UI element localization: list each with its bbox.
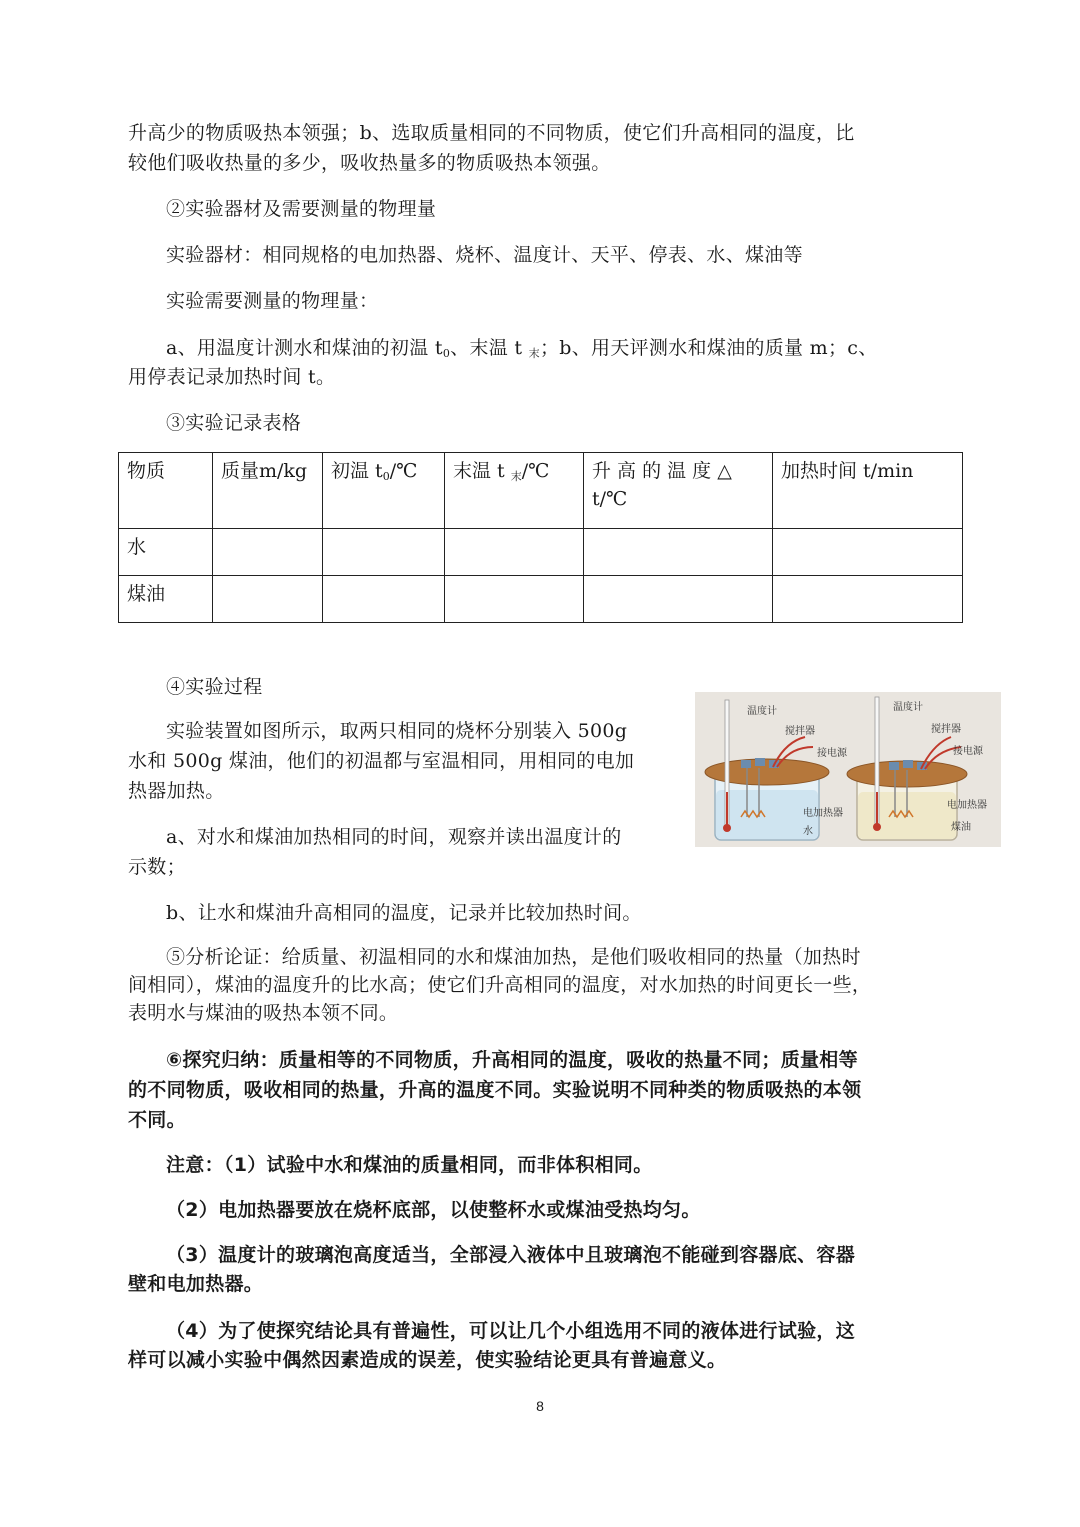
analysis-line-1: ⑤分析论证：给质量、初温相同的水和煤油加热，是他们吸收相同的热量（加热时 bbox=[166, 946, 861, 968]
header-rise-line-1: 升 高 的 温 度 △ bbox=[592, 460, 732, 482]
analysis-line-2: 间相同），煤油的温度升的比水高；使它们升高相同的温度，对水加热的时间更长一些， bbox=[128, 974, 872, 996]
section3-heading: ③实验记录表格 bbox=[166, 412, 302, 434]
record-table bbox=[118, 452, 963, 623]
header-mass: 质量m/kg bbox=[213, 453, 323, 529]
header-heating-time: 加热时间 t/min bbox=[773, 453, 963, 529]
label-right-thermometer: 温度计 bbox=[893, 702, 923, 713]
row-label-water: 水 bbox=[119, 529, 213, 576]
table-cell bbox=[773, 576, 963, 623]
header-initial-unit: /℃ bbox=[389, 460, 418, 482]
row-label-kerosene: 煤油 bbox=[119, 576, 213, 623]
measure-text-a1: a、用温度计测水和煤油的初温 t bbox=[166, 337, 443, 359]
header-rise-line-2: t/℃ bbox=[592, 488, 628, 510]
section4-heading: ④实验过程 bbox=[166, 676, 263, 698]
header-initial-sub: 0 bbox=[382, 470, 390, 483]
label-right-heater: 电加热器 bbox=[947, 800, 987, 811]
header-final-temp bbox=[445, 453, 584, 529]
conclusion-line-3: 不同。 bbox=[128, 1109, 186, 1131]
note-4-line-2: 样可以减小实验中偶然因素造成的误差，使实验结论更具有普遍意义。 bbox=[128, 1349, 727, 1371]
label-left-heater: 电加热器 bbox=[803, 808, 843, 819]
left-beaker bbox=[705, 700, 829, 840]
measure-line-2: 用停表记录加热时间 t。 bbox=[128, 366, 336, 388]
label-left-power: 接电源 bbox=[817, 748, 847, 759]
process-line-2: 水和 500g 煤油，他们的初温都与室温相同，用相同的电加 bbox=[128, 750, 635, 772]
label-left-liquid: 水 bbox=[803, 826, 813, 837]
conclusion-line-2: 的不同物质，吸收相同的热量，升高的温度不同。实验说明不同种类的物质吸热的本领 bbox=[128, 1079, 862, 1101]
note-4-line-1: （4）为了使探究结论具有普遍性，可以让几个小组选用不同的液体进行试验，这 bbox=[166, 1320, 856, 1342]
label-right-stirrer: 搅拌器 bbox=[931, 724, 961, 735]
process-line-3: 热器加热。 bbox=[128, 780, 225, 802]
header-temp-rise bbox=[584, 453, 773, 529]
note-2: （2）电加热器要放在烧杯底部，以使整杯水或煤油受热均匀。 bbox=[166, 1199, 701, 1221]
label-right-liquid: 煤油 bbox=[951, 822, 971, 833]
table-cell bbox=[445, 576, 584, 623]
table-header-row bbox=[119, 453, 963, 529]
page-number: 8 bbox=[536, 1398, 544, 1414]
apparatus-figure bbox=[695, 692, 1001, 847]
table-cell bbox=[584, 576, 773, 623]
table-cell bbox=[213, 576, 323, 623]
step-a-line-1: a、对水和煤油加热相同的时间，观察并读出温度计的 bbox=[166, 826, 622, 848]
measure-text-a3: ；b、用天评测水和煤油的质量 m；c、 bbox=[539, 337, 878, 359]
header-final-unit: /℃ bbox=[521, 460, 550, 482]
note-1: 注意：（1）试验中水和煤油的质量相同，而非体积相同。 bbox=[166, 1154, 653, 1176]
measure-text-a2: 、末温 t bbox=[450, 337, 529, 359]
label-left-stirrer: 搅拌器 bbox=[785, 726, 815, 737]
table-row bbox=[119, 576, 963, 623]
process-line-1: 实验装置如图所示，取两只相同的烧杯分别装入 500g bbox=[166, 720, 628, 742]
step-a-line-2: 示数； bbox=[128, 856, 186, 878]
label-right-power: 接电源 bbox=[953, 746, 983, 757]
section2-heading: ②实验器材及需要测量的物理量 bbox=[166, 198, 437, 220]
table-cell bbox=[445, 529, 584, 576]
header-substance: 物质 bbox=[119, 453, 213, 529]
analysis-line-3: 表明水与煤油的吸热本领不同。 bbox=[128, 1002, 399, 1024]
note-3-line-2: 壁和电加热器。 bbox=[128, 1273, 264, 1295]
intro-line-2: 较他们吸收热量的多少，吸收热量多的物质吸热本领强。 bbox=[128, 152, 611, 174]
header-final-text: 末温 t bbox=[453, 460, 511, 482]
table-cell bbox=[213, 529, 323, 576]
header-final-sub: 末 bbox=[510, 470, 522, 483]
table-cell bbox=[323, 529, 445, 576]
table-cell bbox=[773, 529, 963, 576]
apparatus-illustration bbox=[695, 692, 1001, 847]
intro-line-1: 升高少的物质吸热本领强；b、选取质量相同的不同物质，使它们升高相同的温度，比 bbox=[128, 122, 855, 144]
table-cell bbox=[323, 576, 445, 623]
measure-heading: 实验需要测量的物理量： bbox=[166, 290, 379, 312]
conclusion-line-1: ⑥探究归纳：质量相等的不同物质，升高相同的温度，吸收的热量不同；质量相等 bbox=[166, 1049, 858, 1071]
step-b-text: b、让水和煤油升高相同的温度，记录并比较加热时间。 bbox=[166, 902, 642, 924]
equipment-text: 实验器材：相同规格的电加热器、烧杯、温度计、天平、停表、水、煤油等 bbox=[166, 244, 803, 266]
header-initial-text: 初温 t bbox=[331, 460, 383, 482]
label-left-thermometer: 温度计 bbox=[747, 706, 777, 717]
header-initial-temp bbox=[323, 453, 445, 529]
subscript-end: 末 bbox=[528, 347, 540, 360]
table-row bbox=[119, 529, 963, 576]
table-cell bbox=[584, 529, 773, 576]
note-3-line-1: （3）温度计的玻璃泡高度适当，全部浸入液体中且玻璃泡不能碰到容器底、容器 bbox=[166, 1244, 856, 1266]
right-beaker bbox=[847, 697, 967, 840]
subscript-0: 0 bbox=[442, 347, 451, 360]
